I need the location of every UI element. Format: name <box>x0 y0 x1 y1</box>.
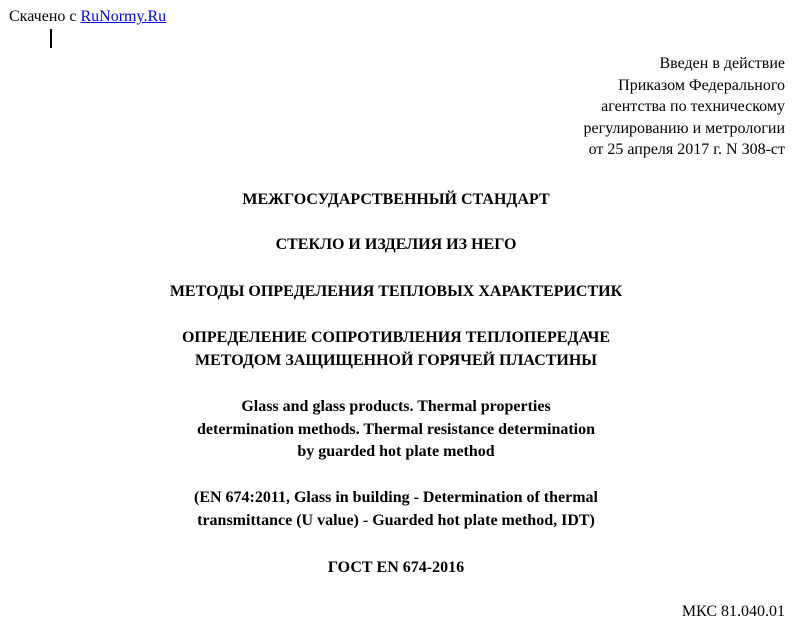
en-reference-line: (EN 674:2011, Glass in building - Determination of thermal <box>193 489 598 506</box>
english-title-line: Glass and glass products. Thermal properties <box>241 398 551 415</box>
enactment-line: агентства по техническому <box>601 98 785 115</box>
english-title-line: determination methods. Thermal resistance determination <box>196 420 596 438</box>
source-header <box>9 7 166 26</box>
runormy-link[interactable]: RuNormy.Ru <box>80 8 167 25</box>
en-reference-line: transmittance (U value) - Guarded hot plate method, IDT) <box>197 511 595 529</box>
determination-line: ОПРЕДЕЛЕНИЕ СОПРОТИВЛЕНИЯ ТЕПЛОПЕРЕДАЧЕ <box>181 329 610 346</box>
english-title <box>0 396 792 464</box>
english-title-line: by guarded hot plate method <box>297 443 495 460</box>
enactment-line: от 25 апреля 2017 г. N 308-ст <box>588 141 785 158</box>
interstate-standard-title: МЕЖГОСУДАРСТВЕННЫЙ СТАНДАРТ <box>242 191 550 208</box>
methods-title: МЕТОДЫ ОПРЕДЕЛЕНИЯ ТЕПЛОВЫХ ХАРАКТЕРИСТИК <box>169 283 623 300</box>
enactment-line: Введен в действие <box>659 55 785 72</box>
en-reference <box>0 487 792 532</box>
enactment-block <box>584 53 785 161</box>
determination-line: МЕТОДОМ ЗАЩИЩЕННОЙ ГОРЯЧЕЙ ПЛАСТИНЫ <box>194 351 598 369</box>
product-title: СТЕКЛО И ИЗДЕЛИЯ ИЗ НЕГО <box>275 236 517 253</box>
enactment-line: Приказом Федерального <box>618 76 785 94</box>
source-prefix: Скачено с <box>9 8 81 25</box>
mks-code: МКС 81.040.01 <box>681 603 785 620</box>
determination-title <box>0 327 792 372</box>
text-cursor <box>50 29 52 48</box>
gost-code: ГОСТ EN 674-2016 <box>327 559 465 576</box>
enactment-line: регулированию и метрологии <box>583 119 785 137</box>
